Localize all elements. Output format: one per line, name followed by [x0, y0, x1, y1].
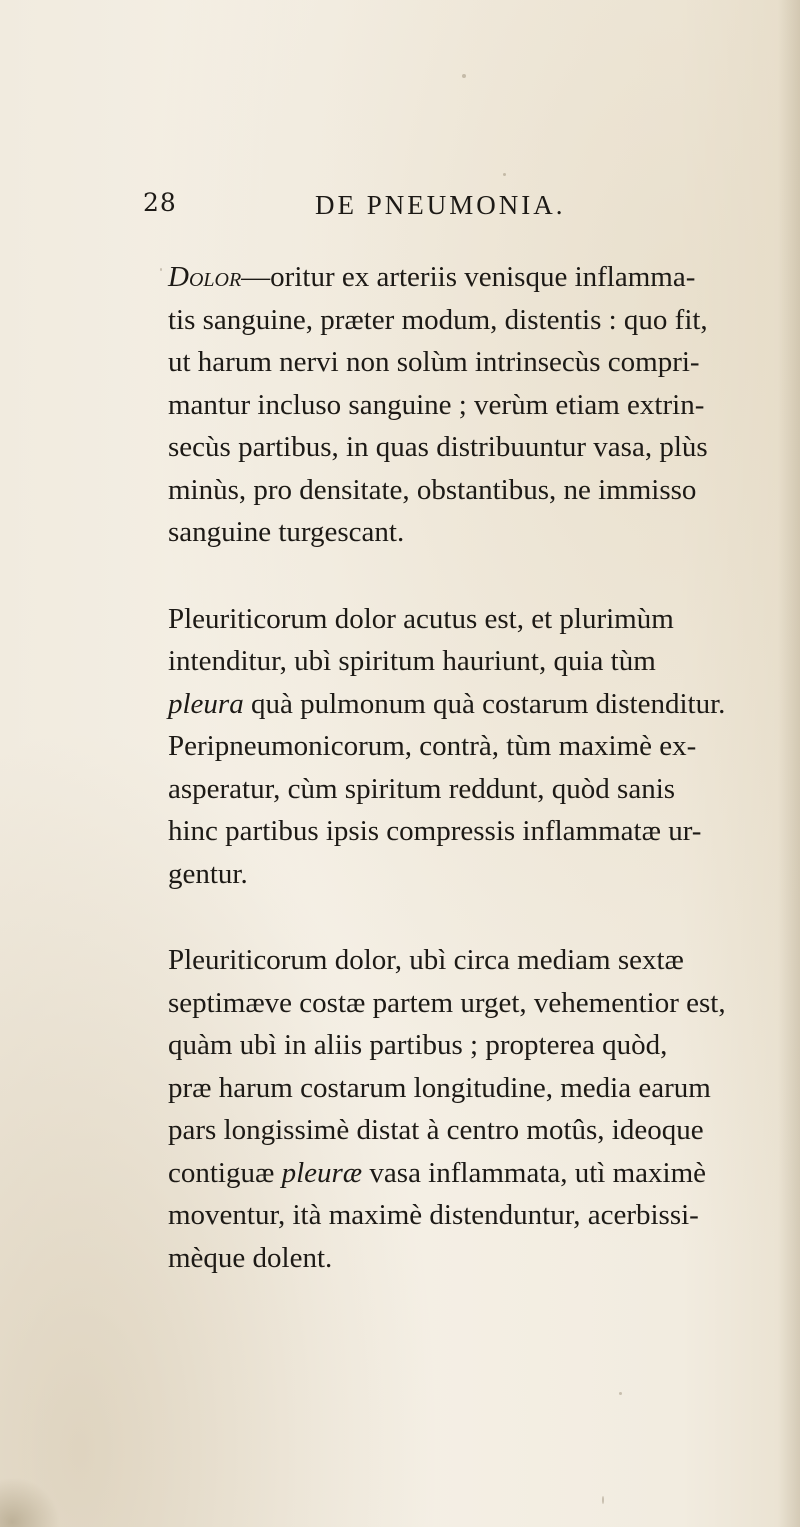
paragraph-pleuriticorum-circa	[143, 939, 783, 1279]
text-line: minùs, pro densitate, obstantibus, ne immisso	[168, 473, 697, 506]
text-line: mèque dolent.	[168, 1241, 333, 1274]
text-line: hinc partibus ipsis compressis inflammatæ ur-	[168, 815, 702, 847]
text-line-post: vasa inflammata, utì maximè	[362, 1156, 707, 1189]
paper-speck	[160, 268, 162, 271]
lead-word: Dolor	[168, 261, 242, 293]
paper-speck	[503, 173, 506, 176]
paper-speck	[462, 74, 466, 78]
text-line	[143, 683, 783, 726]
text-line: gentur.	[168, 857, 248, 890]
text-line: moventur, ità maximè distenduntur, acerbissi-	[168, 1199, 699, 1231]
text-line: septimæve costæ partem urget, vehementior est,	[168, 986, 726, 1019]
text-line: asperatur, cùm spiritum reddunt, quòd sanis	[168, 772, 676, 805]
text-line: Pleuriticorum dolor acutus est, et plurimùm	[168, 602, 674, 635]
text-line	[143, 256, 783, 299]
text-line	[143, 1152, 783, 1195]
text-line-pre: contiguæ	[168, 1156, 282, 1189]
text-line: intenditur, ubì spiritum hauriunt, quia tùm	[168, 645, 656, 677]
page-number: 28	[143, 188, 177, 217]
text-line: quàm ubì in aliis partibus ; propterea quòd,	[168, 1029, 668, 1061]
running-head: DE PNEUMONIA.	[315, 190, 566, 220]
text-line: præ harum costarum longitudine, media earum	[168, 1071, 711, 1104]
paper-speck	[602, 1496, 604, 1504]
text-line: Peripneumonicorum, contrà, tùm maximè ex-	[168, 730, 697, 762]
text-line-rest: quà pulmonum quà costarum distenditur.	[243, 687, 726, 720]
italic-term: pleura	[168, 687, 244, 720]
text-line: secùs partibus, in quas distribuuntur vasa, plùs	[168, 431, 708, 463]
paragraph-pleuriticorum-acutus	[143, 598, 783, 896]
text-line: ut harum nervi non solùm intrinsecùs compri-	[168, 346, 700, 378]
paper-speck	[619, 1392, 622, 1395]
paragraph-dolor	[143, 256, 783, 554]
page-stain	[0, 1477, 60, 1527]
page-header	[0, 188, 800, 228]
text-line: mantur incluso sanguine ; verùm etiam extrin-	[168, 388, 705, 421]
text-line: sanguine turgescant.	[168, 516, 405, 548]
text-line: pars longissimè distat à centro motûs, ideoque	[168, 1114, 704, 1146]
italic-term: pleuræ	[281, 1156, 363, 1189]
text-line: Pleuriticorum dolor, ubì circa mediam sextæ	[168, 944, 684, 976]
text-line-rest: —oritur ex arteriis venisque inflamma-	[241, 261, 696, 293]
text-line: tis sanguine, præter modum, distentis : quo fit,	[168, 303, 708, 336]
body-text	[143, 256, 783, 1323]
